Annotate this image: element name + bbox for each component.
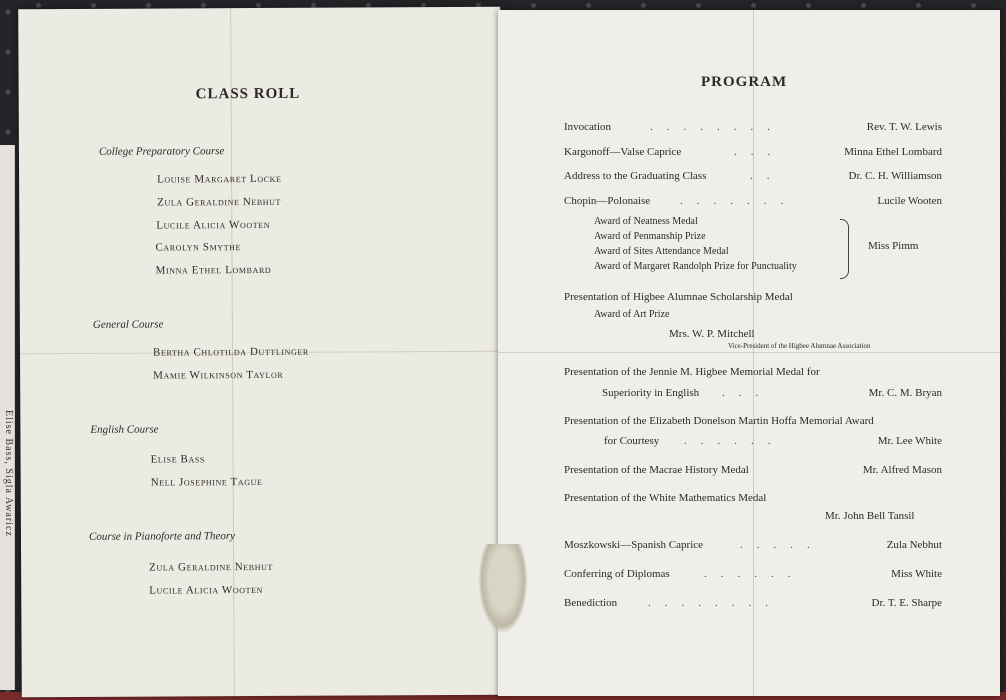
program-item: Moszkowski—Spanish Caprice ..... Zula Nebhut [564, 539, 942, 551]
brace-mark [840, 219, 849, 279]
student-name: Elise Bass [150, 453, 205, 466]
white-math-line: Presentation of the White Mathematics Medal [564, 492, 767, 504]
higbee-line: Award of Art Prize [594, 309, 670, 320]
program-item-title: Superiority in English [602, 387, 700, 399]
program-item-title: for Courtesy [604, 435, 660, 447]
program-item-performer: Lucile Wooten [877, 195, 942, 207]
program-title: PROGRAM [701, 74, 788, 90]
program-page [498, 10, 1000, 696]
award-line: Award of Sites Attendance Medal [594, 246, 729, 257]
program-item-title: Chopin—Polonaise [564, 195, 651, 207]
class-roll-title: CLASS ROLL [195, 85, 301, 103]
fold-line [753, 10, 754, 696]
program-item: Conferring of Diplomas ...... Miss White [564, 568, 942, 580]
student-name: Nell Josephine Tague [150, 475, 263, 489]
program-item-performer: Rev. T. W. Lewis [866, 121, 942, 133]
higbee-presenter: Mrs. W. P. Mitchell [669, 328, 755, 340]
student-name: Lucile Alicia Wooten [156, 218, 271, 232]
student-name: Minna Ethel Lombard [155, 263, 272, 277]
class-roll-page [18, 7, 504, 698]
program-item-performer: Dr. C. H. Williamson [848, 170, 942, 182]
program-item-performer: Mr. C. M. Bryan [868, 387, 942, 399]
hoffa-line: Presentation of the Elizabeth Donelson Martin Hoffa Memorial Award [564, 415, 874, 427]
program-item: Kargonoff—Valse Caprice ... Minna Ethel Lombard [564, 146, 942, 158]
program-item: Benediction ........ Dr. T. E. Sharpe [564, 597, 942, 609]
program-item-title: Conferring of Diplomas [564, 568, 670, 580]
program-item-performer: Mr. Lee White [877, 435, 942, 447]
student-name: Zula Geraldine Nebhut [149, 560, 273, 574]
program-item-title: Presentation of the Macrae History Medal [564, 464, 749, 476]
award-presenter: Miss Pimm [868, 240, 919, 252]
edge-text: Elise Bass, Sigla Awaricz [3, 410, 14, 537]
program-item [564, 464, 942, 476]
program-item-performer: Mr. Alfred Mason [862, 464, 942, 476]
program-item: Invocation ........ Rev. T. W. Lewis [564, 121, 942, 133]
program-item-performer: Miss White [891, 568, 942, 580]
program-item: Address to the Graduating Class .. Dr. C. H. Williamson [564, 170, 942, 182]
student-name: Lucile Alicia Wooten [149, 583, 264, 597]
student-name: Louise Margaret Locke [157, 172, 282, 186]
program-item-title: Benediction [564, 597, 618, 609]
program-item-performer: Zula Nebhut [886, 539, 942, 551]
higbee-line: Presentation of Higbee Alumnae Scholarship Medal [564, 291, 793, 303]
program-item-title: Kargonoff—Valse Caprice [564, 146, 682, 158]
underlying-page-edge [0, 145, 15, 690]
student-name: Bertha Chlotilda Duttlinger [152, 345, 309, 359]
program-item-performer: Dr. T. E. Sharpe [871, 597, 942, 609]
white-math-performer: Mr. John Bell Tansil [825, 510, 915, 522]
higbee-presenter-title: Vice-President of the Higbee Alumnae Association [728, 342, 871, 350]
program-item: Superiority in English ... Mr. C. M. Bryan [602, 387, 942, 399]
student-name: Carolyn Smythe [155, 241, 242, 254]
award-line: Award of Penmanship Prize [594, 231, 706, 242]
student-name: Mamie Wilkinson Taylor [153, 368, 284, 382]
course-heading: General Course [92, 318, 164, 331]
award-line: Award of Margaret Randolph Prize for Punctuality [594, 261, 797, 272]
award-line: Award of Neatness Medal [594, 216, 698, 227]
course-heading: College Preparatory Course [98, 145, 225, 158]
program-item-title: Moszkowski—Spanish Caprice [564, 539, 704, 551]
program-item-title: Address to the Graduating Class [564, 170, 707, 182]
program-item: for Courtesy ...... Mr. Lee White [604, 435, 942, 447]
fold-line [498, 352, 1000, 353]
course-heading: Course in Pianoforte and Theory [88, 530, 236, 543]
program-item: Chopin—Polonaise ....... Lucile Wooten [564, 195, 942, 207]
program-item-title: Invocation [564, 121, 612, 133]
student-name: Zula Geraldine Nebhut [157, 195, 282, 209]
paper-tear [478, 544, 528, 634]
course-heading: English Course [90, 423, 159, 436]
jennie-line: Presentation of the Jennie M. Higbee Memorial Medal for [564, 366, 820, 378]
program-item-performer: Minna Ethel Lombard [844, 146, 942, 158]
